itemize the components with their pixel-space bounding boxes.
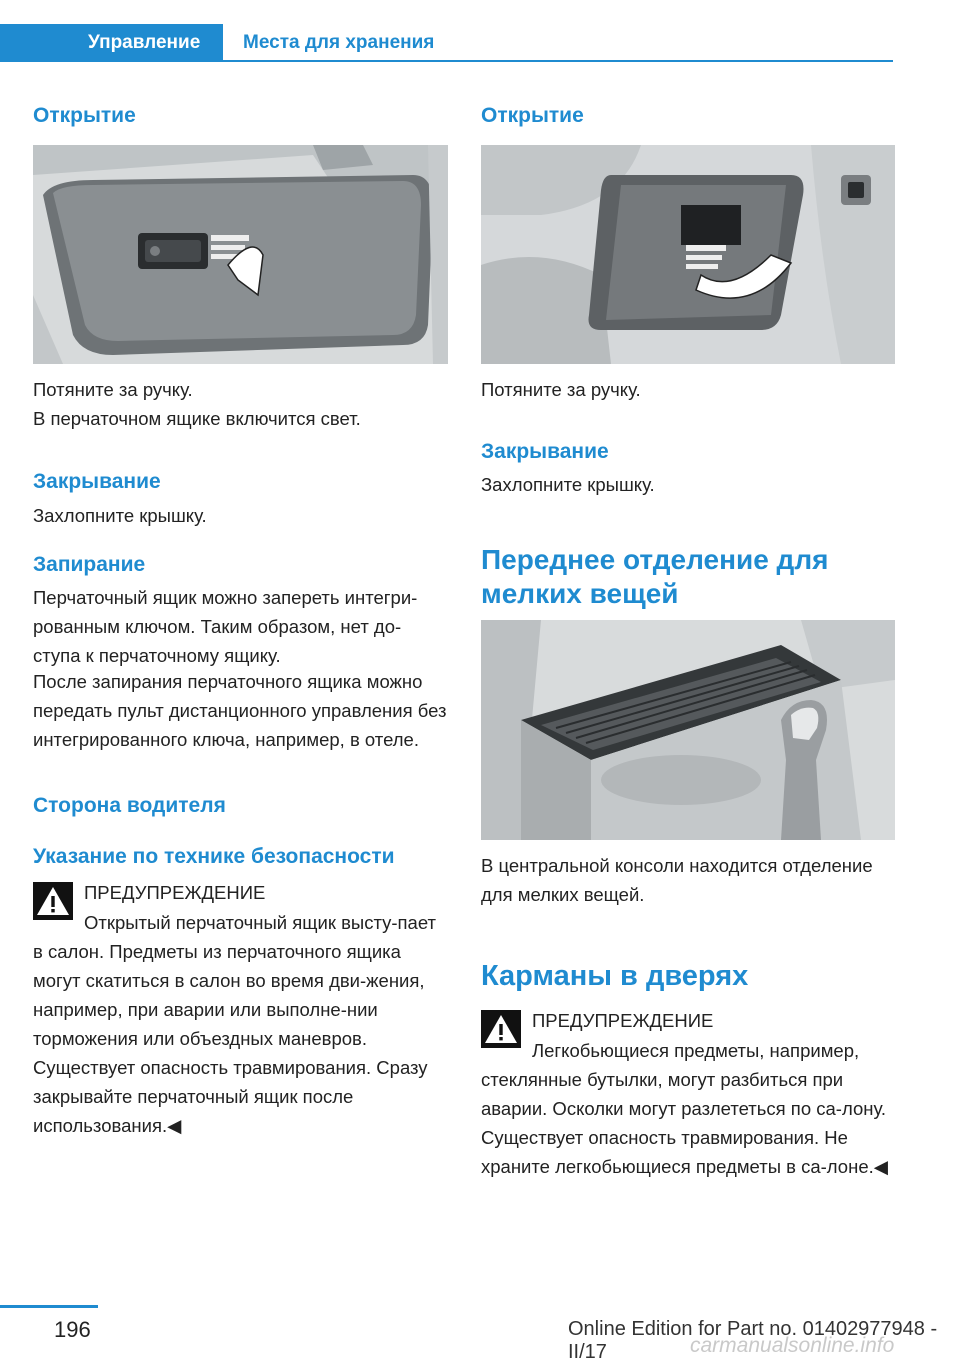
footer-rule xyxy=(0,1305,98,1308)
warning-text-left: Открытый перчаточный ящик высту-пает в салон. Предметы из перчаточного ящика могут скатиться в салон во время дви-жения, например, при аварии или выполне-нии торможения или объездных маневров. Существует опасность травмирования. Сразу закрывайте перчаточный ящик после использования.◀ xyxy=(33,912,436,1136)
open-light-note: В перчаточном ящике включится свет. xyxy=(33,408,361,429)
tab-control[interactable]: Управление xyxy=(0,24,223,62)
glovebox-illustration xyxy=(33,145,448,364)
front-compartment-figure xyxy=(481,620,895,840)
driver-compartment-illustration xyxy=(481,145,895,364)
open-step-left: Потяните за ручку. xyxy=(33,379,193,400)
heading-lock: Запирание xyxy=(33,553,146,576)
heading-driver-side: Сторона водителя xyxy=(33,794,226,817)
lock-text-2: После запирания перчаточного ящика можно передать пульт дистанционного управления без интегрированного ключа, например, в отеле. xyxy=(33,671,447,750)
driver-compartment-figure xyxy=(481,145,895,364)
watermark: carmanualsonline.info xyxy=(690,1334,895,1357)
warning-title-right: ПРЕДУПРЕЖДЕНИЕ xyxy=(532,1010,714,1031)
heading-door-pockets: Карманы в дверях xyxy=(481,960,749,992)
heading-close-left: Закрывание xyxy=(33,470,161,493)
header-rule xyxy=(0,60,893,62)
tab-storage[interactable]: Места для хранения xyxy=(243,32,435,53)
close-text-left: Захлопните крышку. xyxy=(33,505,207,526)
heading-close-right: Закрывание xyxy=(481,440,609,463)
heading-safety: Указание по технике безопасности xyxy=(33,845,395,868)
warning-title-left: ПРЕДУПРЕЖДЕНИЕ xyxy=(84,882,266,903)
edition-info: Online Edition for Part no. 01402977948 - II/17 xyxy=(568,1318,938,1362)
warning-text-right: Легкобьющиеся предметы, например, стеклянные бутылки, могут разбиться при аварии. Осколки могут разлететься по са-лону. Существует опасность травмирования. Не храните легкобьющиеся предметы в са-лоне.◀ xyxy=(481,1040,888,1177)
front-compartment-illustration xyxy=(481,620,895,840)
glovebox-open-figure xyxy=(33,145,448,364)
lock-text-1: Перчаточный ящик можно запереть интегри-рованным ключом. Таким образом, нет до-ступа к перчаточному ящику. xyxy=(33,587,418,666)
front-compartment-text: В центральной консоли находится отделение для мелких вещей. xyxy=(481,855,873,905)
page-number: 196 xyxy=(54,1317,91,1342)
heading-front-compartment: Переднее отделение для мелких вещей xyxy=(481,544,829,609)
close-text-right: Захлопните крышку. xyxy=(481,474,655,495)
open-step-right: Потяните за ручку. xyxy=(481,379,641,400)
heading-open-left: Открытие xyxy=(33,104,136,127)
heading-open-right: Открытие xyxy=(481,104,584,127)
